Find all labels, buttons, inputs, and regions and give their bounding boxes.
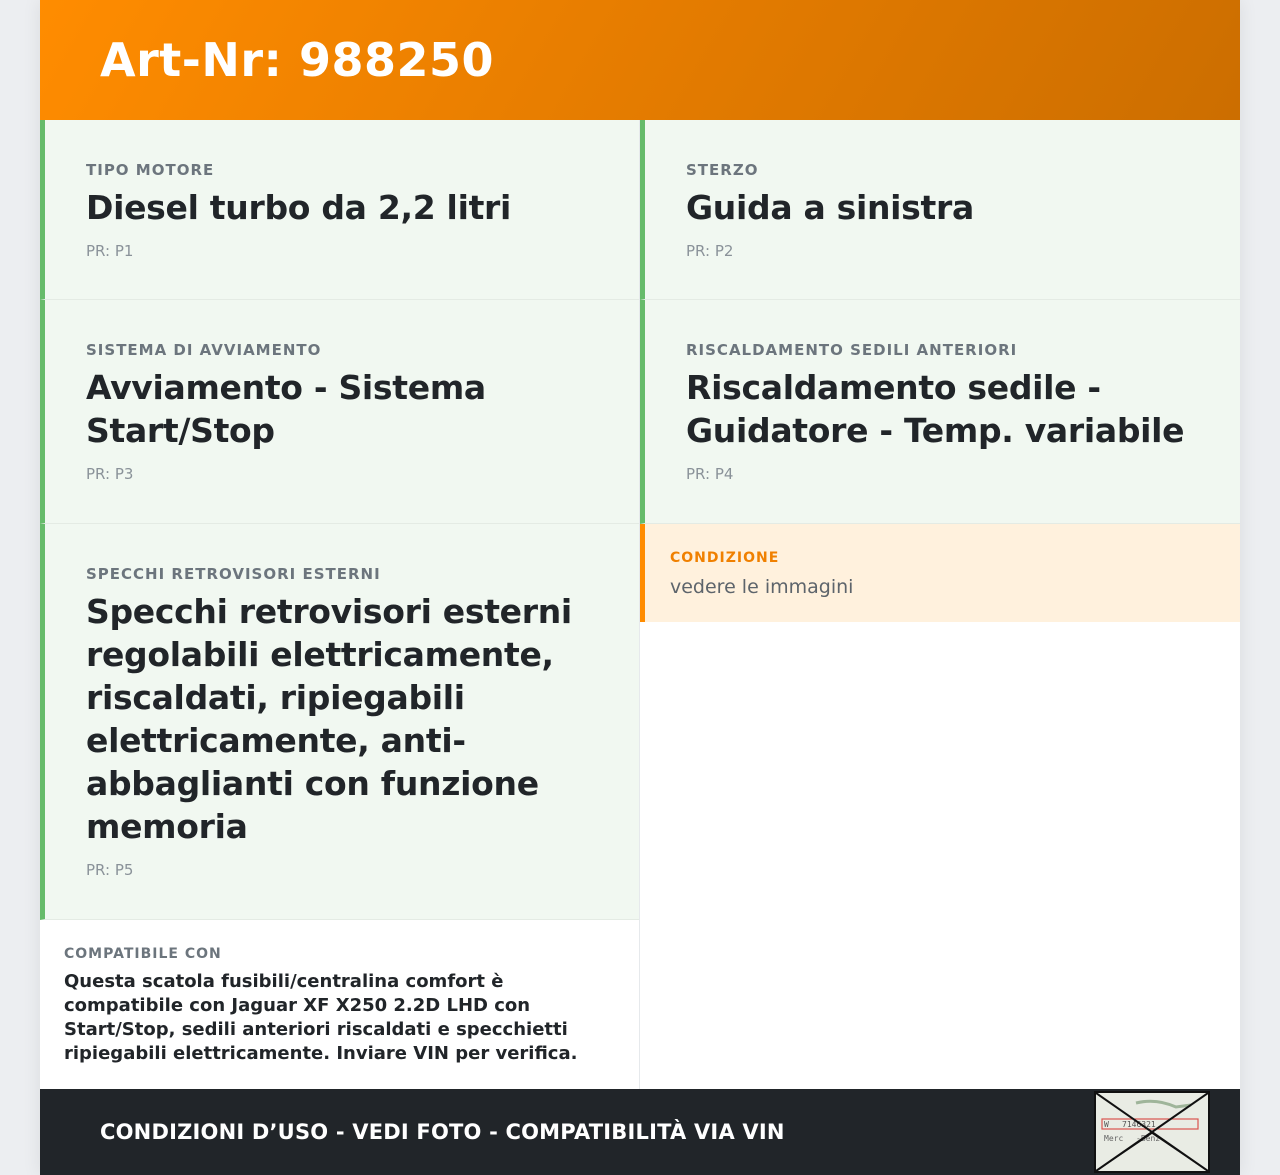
thumb-text-vin: 7146321 [1122,1120,1156,1129]
product-card [40,0,1240,1175]
condition-label: CONDIZIONE [670,550,780,566]
property-label: STERZO [686,161,759,179]
property-label: RISCALDAMENTO SEDILI ANTERIORI [686,341,1018,359]
property-code: PR: P1 [86,242,134,260]
condition-value: vedere le immagini [670,576,854,598]
property-label: SISTEMA DI AVVIAMENTO [86,341,322,359]
property-exterior-mirrors [40,524,639,920]
compatibility-label: COMPATIBILE CON [64,946,222,962]
thumb-text-brand-b: -Benz [1136,1134,1161,1143]
right-column [640,120,1240,1089]
thumb-text-vin-prefix: W [1104,1120,1109,1129]
property-engine-type [40,120,639,300]
property-grid [40,120,1240,1089]
article-number-title: Art-Nr: 988250 [100,33,495,87]
property-code: PR: P4 [686,465,734,483]
property-value: Riscaldamento sedile - Guidatore - Temp. variabile [686,368,1185,450]
property-seat-heating [640,300,1240,524]
thumb-text-brand-a: Merc [1104,1134,1124,1143]
footer-text: CONDIZIONI D’USO - VEDI FOTO - COMPATIBILITÀ VIA VIN [100,1120,785,1144]
property-value: Guida a sinistra [686,188,974,227]
property-code: PR: P3 [86,465,134,483]
property-value: Specchi retrovisori esterni regolabili elettricamente, riscaldati, ripiegabili elettricamente, anti-abbaglianti con funzione memoria [86,592,572,846]
property-value: Diesel turbo da 2,2 litri [86,188,512,227]
label-photo-icon [1096,1093,1208,1171]
header-bar [40,0,1240,120]
property-value: Avviamento - Sistema Start/Stop [86,368,486,450]
property-steering [640,120,1240,300]
left-column [40,120,640,1089]
product-photo-thumbnail[interactable] [1094,1091,1210,1173]
property-label: SPECCHI RETROVISORI ESTERNI [86,565,381,583]
compatibility-section [40,920,639,1089]
condition-box [640,524,1240,622]
property-start-system [40,300,639,524]
property-code: PR: P5 [86,861,134,879]
property-code: PR: P2 [686,242,734,260]
footer-bar [40,1089,1240,1175]
compatibility-text: Questa scatola fusibili/centralina comfort è compatibile con Jaguar XF X250 2.2D LHD con Start/Stop, sedili anteriori riscaldati e specchietti ripiegabili elettricamente. Inviare VIN per verifica. [64,971,578,1064]
property-label: TIPO MOTORE [86,161,215,179]
